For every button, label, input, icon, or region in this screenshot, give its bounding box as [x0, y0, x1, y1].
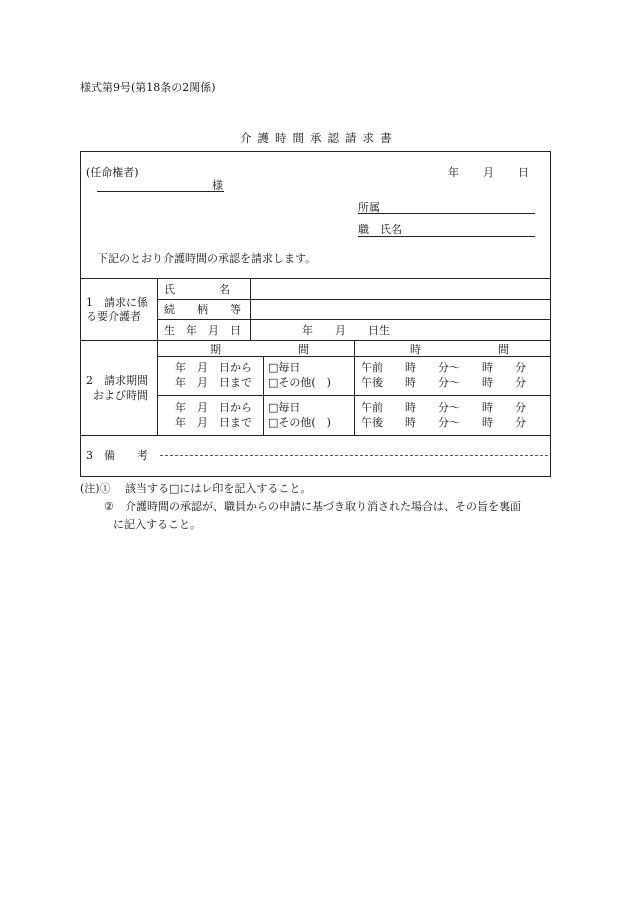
- section2-label-line2: および時間: [93, 389, 148, 402]
- notes-prefix: (注)①: [80, 482, 111, 495]
- frame-right: [550, 151, 551, 477]
- row2-to-date: 年 月 日まで: [175, 416, 252, 429]
- sec1-row-divider-2: [157, 319, 551, 320]
- affiliation-line: [358, 213, 535, 214]
- note-1: 該当する□にはレ印を記入すること。: [125, 482, 312, 495]
- sec1-inner-divider: [250, 278, 251, 341]
- note-2-number: ②: [104, 500, 114, 513]
- frame-top: [80, 151, 551, 152]
- divider-section1-top: [80, 278, 551, 279]
- section2-label-line1: 2 請求期間: [86, 374, 148, 387]
- row1-from-date: 年 月 日から: [175, 361, 252, 374]
- divider-section2-top: [80, 340, 551, 341]
- row2-pm-time: 午後 時 分～ 時 分: [361, 416, 526, 429]
- frame-left: [80, 151, 81, 477]
- remarks-dashed-line: [160, 455, 548, 456]
- addressee-signature-line: [97, 191, 224, 192]
- frame-bottom: [80, 476, 551, 477]
- addressee-honorific: 様: [212, 179, 223, 192]
- birth-label: 生 年 月 日: [164, 324, 241, 337]
- name-label: 氏 名: [164, 283, 230, 296]
- form-number: 様式第9号(第18条の2関係): [80, 81, 216, 94]
- note-2-line2: に記入すること。: [113, 518, 201, 531]
- position-name-line: [358, 236, 535, 237]
- row2-other-checkbox[interactable]: □その他( ): [268, 416, 331, 429]
- divider-section3-top: [80, 435, 551, 436]
- request-text: 下記のとおり介護時間の承認を請求します。: [97, 252, 317, 265]
- date-year: 年: [448, 166, 459, 179]
- position-name-label: 職 氏名: [358, 223, 402, 236]
- sec2-period-time-divider: [354, 340, 355, 436]
- row1-to-date: 年 月 日まで: [175, 376, 252, 389]
- addressee-label: (任命権者): [86, 166, 139, 179]
- date-month: 月: [483, 166, 494, 179]
- row1-other-checkbox[interactable]: □その他( ): [268, 376, 331, 389]
- section1-label-line1: 1 請求に係: [86, 296, 148, 309]
- relation-label: 続 柄 等: [164, 303, 241, 316]
- time-header: 時 間: [410, 343, 509, 356]
- page-title: 介護時間承認請求書: [240, 131, 398, 145]
- note-2-line1: 介護時間の承認が、職員からの申請に基づき取り消された場合は、その旨を裏面: [125, 500, 521, 513]
- period-header: 期 間: [210, 343, 309, 356]
- row2-am-time: 午前 時 分～ 時 分: [361, 401, 526, 414]
- section1-label-line2: る要介護者: [86, 310, 141, 323]
- section3-label: 3 備 考: [86, 449, 148, 462]
- date-day: 日: [518, 166, 529, 179]
- row1-am-time: 午前 時 分～ 時 分: [361, 361, 526, 374]
- row1-pm-time: 午後 時 分～ 時 分: [361, 376, 526, 389]
- sec1-row-divider-1: [157, 299, 551, 300]
- row2-everyday-checkbox[interactable]: □毎日: [268, 401, 301, 414]
- sec2-date-option-divider: [263, 356, 264, 436]
- label-column-divider: [157, 278, 158, 436]
- affiliation-label: 所属: [358, 201, 380, 214]
- birth-value: 年 月 日生: [302, 324, 390, 337]
- row1-everyday-checkbox[interactable]: □毎日: [268, 361, 301, 374]
- row2-from-date: 年 月 日から: [175, 401, 252, 414]
